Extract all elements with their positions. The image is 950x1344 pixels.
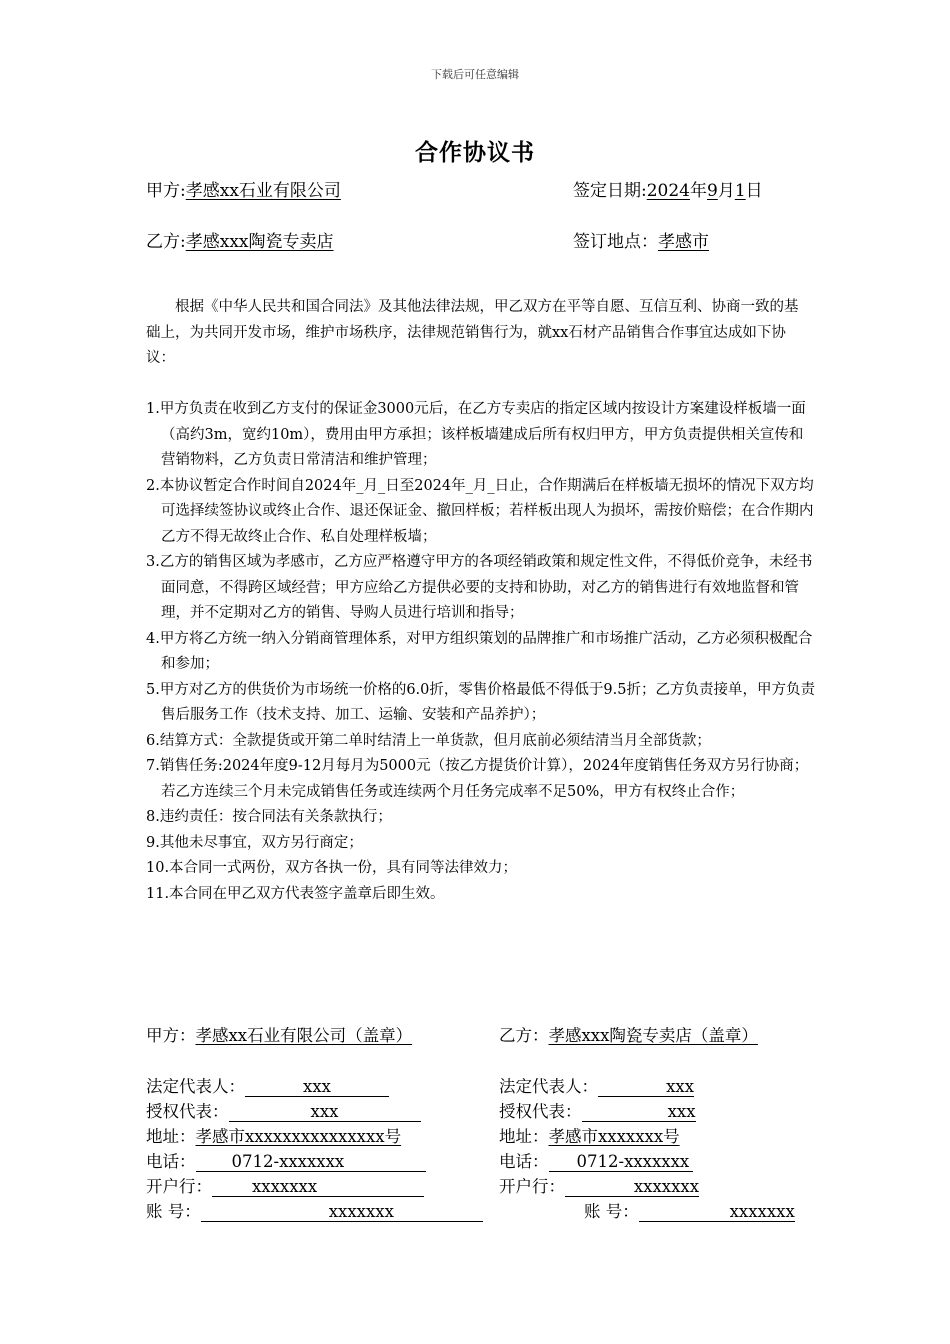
sig-b-bank-label: 开户行： bbox=[499, 1177, 565, 1196]
party-a-name: 孝感xx石业有限公司 bbox=[185, 181, 341, 201]
sig-b-auth-rep-label: 授权代表： bbox=[499, 1102, 582, 1121]
sig-a-legal-rep bbox=[146, 1073, 389, 1097]
sig-b-phone-value: 0712-xxxxxxx bbox=[549, 1153, 693, 1172]
sig-b-account-label: 账 号： bbox=[584, 1202, 639, 1221]
date-month: 9 bbox=[707, 181, 718, 201]
clause-2: 2.本协议暂定合作时间自2024年_月_日至2024年_月_日止，合作期满后在样板墙无损坏的情况下双方均可选择续签协议或终止合作、退还保证金、撤回样板；若样板出现人为损坏，需按价赔偿；在合作期内乙方不得无故终止合作、私自处理样板墙； bbox=[146, 477, 814, 545]
sig-a-account-label: 账 号： bbox=[146, 1202, 201, 1221]
date-label: 签定日期: bbox=[573, 181, 647, 201]
sig-b-bank-value: xxxxxxx bbox=[565, 1178, 699, 1197]
clause-11: 11.本合同在甲乙双方代表签字盖章后即生效。 bbox=[146, 885, 445, 902]
intro-paragraph bbox=[146, 295, 806, 372]
party-b-header bbox=[146, 227, 334, 252]
sig-a-legal-rep-value: xxx bbox=[245, 1078, 389, 1097]
clause-4: 4.甲方将乙方统一纳入分销商管理体系，对甲方组织策划的品牌推广和市场推广活动，乙方必须积极配合和参加； bbox=[146, 630, 813, 672]
sig-b-phone-label: 电话： bbox=[499, 1152, 549, 1171]
sig-b-account bbox=[584, 1198, 795, 1222]
sig-b-auth-rep-value: xxx bbox=[582, 1103, 696, 1122]
watermark-text: 下载后可任意编辑 bbox=[431, 68, 519, 81]
sign-place bbox=[573, 227, 709, 252]
date-year-unit: 年 bbox=[690, 181, 707, 201]
sig-b-address bbox=[499, 1123, 680, 1147]
party-a-label: 甲方: bbox=[146, 181, 186, 201]
party-b-name: 孝感xxx陶瓷专卖店 bbox=[185, 232, 334, 252]
sig-a-phone-value: 0712-xxxxxxx bbox=[196, 1153, 426, 1172]
sign-date bbox=[573, 176, 763, 201]
document-title: 合作协议书 bbox=[415, 139, 535, 166]
clause-9: 9.其他未尽事宜，双方另行商定； bbox=[146, 834, 363, 851]
date-year: 2024 bbox=[646, 181, 690, 201]
sig-a-auth-rep bbox=[146, 1098, 421, 1122]
sig-a-name: 孝感xx石业有限公司（盖章） bbox=[195, 1026, 413, 1045]
sig-b-phone bbox=[499, 1148, 693, 1172]
sig-b-legal-rep bbox=[499, 1073, 694, 1097]
sig-b-auth-rep bbox=[499, 1098, 696, 1122]
sig-a-address-value: 孝感市xxxxxxxxxxxxxxx号 bbox=[195, 1127, 402, 1146]
sig-a-auth-rep-label: 授权代表： bbox=[146, 1102, 229, 1121]
clause-3: 3.乙方的销售区域为孝感市，乙方应严格遵守甲方的各项经销政策和规定性文件，不得低价竞争，未经书面同意，不得跨区域经营；甲方应给乙方提供必要的支持和协助，对乙方的销售进行有效地监督和管理，并不定期对乙方的销售、导购人员进行培训和指导； bbox=[146, 554, 813, 621]
sig-b-legal-rep-value: xxx bbox=[598, 1078, 694, 1097]
sig-b-bank bbox=[499, 1173, 699, 1197]
date-day-unit: 日 bbox=[745, 181, 763, 201]
sig-a-account-value: xxxxxxx bbox=[201, 1203, 483, 1222]
clause-6: 6.结算方式：全款提货或开第二单时结清上一单货款，但月底前必须结清当月全部货款； bbox=[146, 732, 711, 749]
clause-1: 1.甲方负责在收到乙方支付的保证金3000元后，在乙方专卖店的指定区域内按设计方案建设样板墙一面（高约3m，宽约10m），费用由甲方承担；该样板墙建成后所有权归甲方，甲方负责提供相关宣传和营销物料，乙方负责日常清洁和维护管理； bbox=[146, 401, 806, 468]
sig-a-phone-label: 电话： bbox=[146, 1152, 196, 1171]
sig-a-bank bbox=[146, 1173, 424, 1197]
sig-b-label: 乙方： bbox=[499, 1026, 549, 1045]
place-value: 孝感市 bbox=[658, 232, 709, 252]
sig-a-label: 甲方： bbox=[146, 1026, 196, 1045]
date-day: 1 bbox=[734, 181, 746, 201]
sig-b-address-label: 地址： bbox=[499, 1127, 549, 1146]
sig-b-party bbox=[499, 1022, 758, 1046]
sig-b-address-value: 孝感市xxxxxxx号 bbox=[548, 1127, 680, 1146]
sig-a-bank-label: 开户行： bbox=[146, 1177, 212, 1196]
sig-a-auth-rep-value: xxx bbox=[229, 1103, 421, 1122]
sig-b-account-value: xxxxxxx bbox=[639, 1203, 795, 1222]
sig-b-legal-rep-label: 法定代表人： bbox=[499, 1077, 598, 1096]
date-month-unit: 月 bbox=[717, 181, 735, 201]
place-label: 签订地点： bbox=[573, 232, 658, 252]
sig-a-party bbox=[146, 1022, 412, 1046]
clause-list bbox=[146, 397, 816, 907]
sig-a-bank-value: xxxxxxx bbox=[212, 1178, 424, 1197]
sig-b-name: 孝感xxx陶瓷专卖店（盖章） bbox=[548, 1026, 758, 1045]
party-b-label: 乙方: bbox=[146, 232, 186, 252]
intro-text: 根据《中华人民共和国合同法》及其他法律法规，甲乙双方在平等自愿、互信互利、协商一致的基础上，为共同开发市场，维护市场秩序，法律规范销售行为，就xx石材产品销售合作事宜达成如下协议： bbox=[146, 299, 799, 366]
clause-5: 5.甲方对乙方的供货价为市场统一价格的6.0折，零售价格最低不得低于9.5折；乙方负责接单，甲方负责售后服务工作（技术支持、加工、运输、安装和产品养护）； bbox=[146, 681, 815, 723]
sig-a-legal-rep-label: 法定代表人： bbox=[146, 1077, 245, 1096]
sig-a-address bbox=[146, 1123, 401, 1147]
clause-8: 8.违约责任：按合同法有关条款执行； bbox=[146, 809, 392, 825]
clause-7: 7.销售任务:2024年度9-12月每月为5000元（按乙方提货价计算），2024年度销售任务双方另行协商；若乙方连续三个月未完成销售任务或连续两个月任务完成率不足50%，甲方有权终止合作； bbox=[146, 758, 809, 800]
clause-10: 10.本合同一式两份，双方各执一份，具有同等法律效力； bbox=[146, 860, 518, 876]
sig-a-address-label: 地址： bbox=[146, 1127, 196, 1146]
sig-a-account bbox=[146, 1198, 483, 1222]
party-a-header bbox=[146, 176, 341, 201]
sig-a-phone bbox=[146, 1148, 426, 1172]
